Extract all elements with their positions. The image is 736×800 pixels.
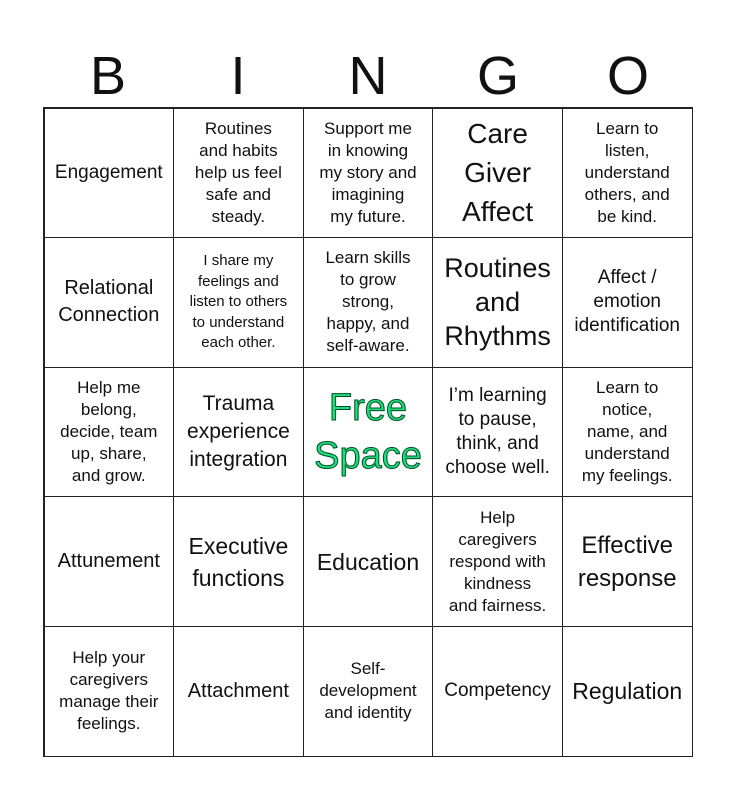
bingo-cell[interactable] — [432, 108, 563, 239]
cell-text: Effective response — [577, 531, 677, 592]
bingo-cell[interactable] — [562, 626, 693, 757]
bingo-cell[interactable] — [44, 367, 175, 498]
bingo-cell[interactable] — [44, 108, 175, 239]
cell-text: Learn skills to grow strong, happy, and self-aware. — [325, 248, 411, 356]
header-letter-g: G — [476, 46, 519, 106]
cell-text: Affect / emotion identification — [574, 267, 680, 337]
bingo-cell[interactable] — [303, 108, 434, 239]
bingo-cell[interactable] — [173, 626, 304, 757]
bingo-cell[interactable] — [303, 237, 434, 368]
bingo-cell[interactable] — [303, 496, 434, 627]
cell-text: Attachment — [187, 679, 289, 702]
bingo-board — [43, 107, 693, 757]
header-letter-i: I — [230, 46, 246, 106]
bingo-cell[interactable] — [562, 108, 693, 239]
bingo-cell[interactable] — [303, 626, 434, 757]
cell-text: Competency — [444, 680, 551, 702]
bingo-cell[interactable] — [562, 367, 693, 498]
free-space-cell[interactable] — [303, 367, 434, 498]
header-letter-b: B — [89, 46, 127, 106]
bingo-cell[interactable] — [44, 626, 175, 757]
cell-text: Relational Connection — [58, 277, 160, 327]
cell-text: Help your caregivers manage their feelings. — [59, 648, 159, 734]
free-space-label: Free Space — [314, 386, 422, 477]
cell-text: Regulation — [572, 678, 683, 705]
cell-text: Help me belong, decide, team up, share, and grow. — [60, 377, 158, 485]
cell-text: Routines and Rhythms — [444, 253, 551, 352]
cell-text: Self- development and identity — [319, 659, 417, 723]
cell-text: Engagement — [54, 161, 163, 183]
cell-text: Trauma experience integration — [187, 391, 290, 471]
bingo-cell[interactable] — [432, 237, 563, 368]
bingo-cell[interactable] — [562, 496, 693, 627]
cell-text: I’m learning to pause, think, and choose well. — [445, 384, 550, 478]
header-letter-n: N — [348, 46, 388, 106]
bingo-cell[interactable] — [562, 237, 693, 368]
bingo-cell[interactable] — [44, 237, 175, 368]
cell-text: Help caregivers respond with kindness and fairness. — [448, 507, 547, 615]
cell-text: I share my feelings and listen to others to understand each other. — [189, 252, 288, 352]
cell-text: Care Giver Affect — [462, 118, 534, 228]
bingo-cell[interactable] — [173, 237, 304, 368]
header-letter-o: O — [606, 46, 649, 106]
bingo-header — [43, 46, 693, 106]
bingo-cell[interactable] — [44, 496, 175, 627]
cell-text: Learn to notice, name, and understand my feelings. — [581, 377, 673, 485]
bingo-cell[interactable] — [432, 496, 563, 627]
bingo-cell[interactable] — [173, 496, 304, 627]
cell-text: Education — [316, 548, 420, 575]
cell-text: Attunement — [57, 550, 160, 573]
bingo-cell[interactable] — [173, 367, 304, 498]
cell-text: Learn to listen, understand others, and be kind. — [584, 118, 670, 226]
bingo-cell[interactable] — [432, 626, 563, 757]
cell-text: Routines and habits help us feel safe and steady. — [194, 118, 282, 226]
cell-text: Support me in knowing my story and imagining my future. — [319, 118, 417, 226]
cell-text: Executive functions — [188, 532, 289, 591]
bingo-cell[interactable] — [432, 367, 563, 498]
bingo-cell[interactable] — [173, 108, 304, 239]
